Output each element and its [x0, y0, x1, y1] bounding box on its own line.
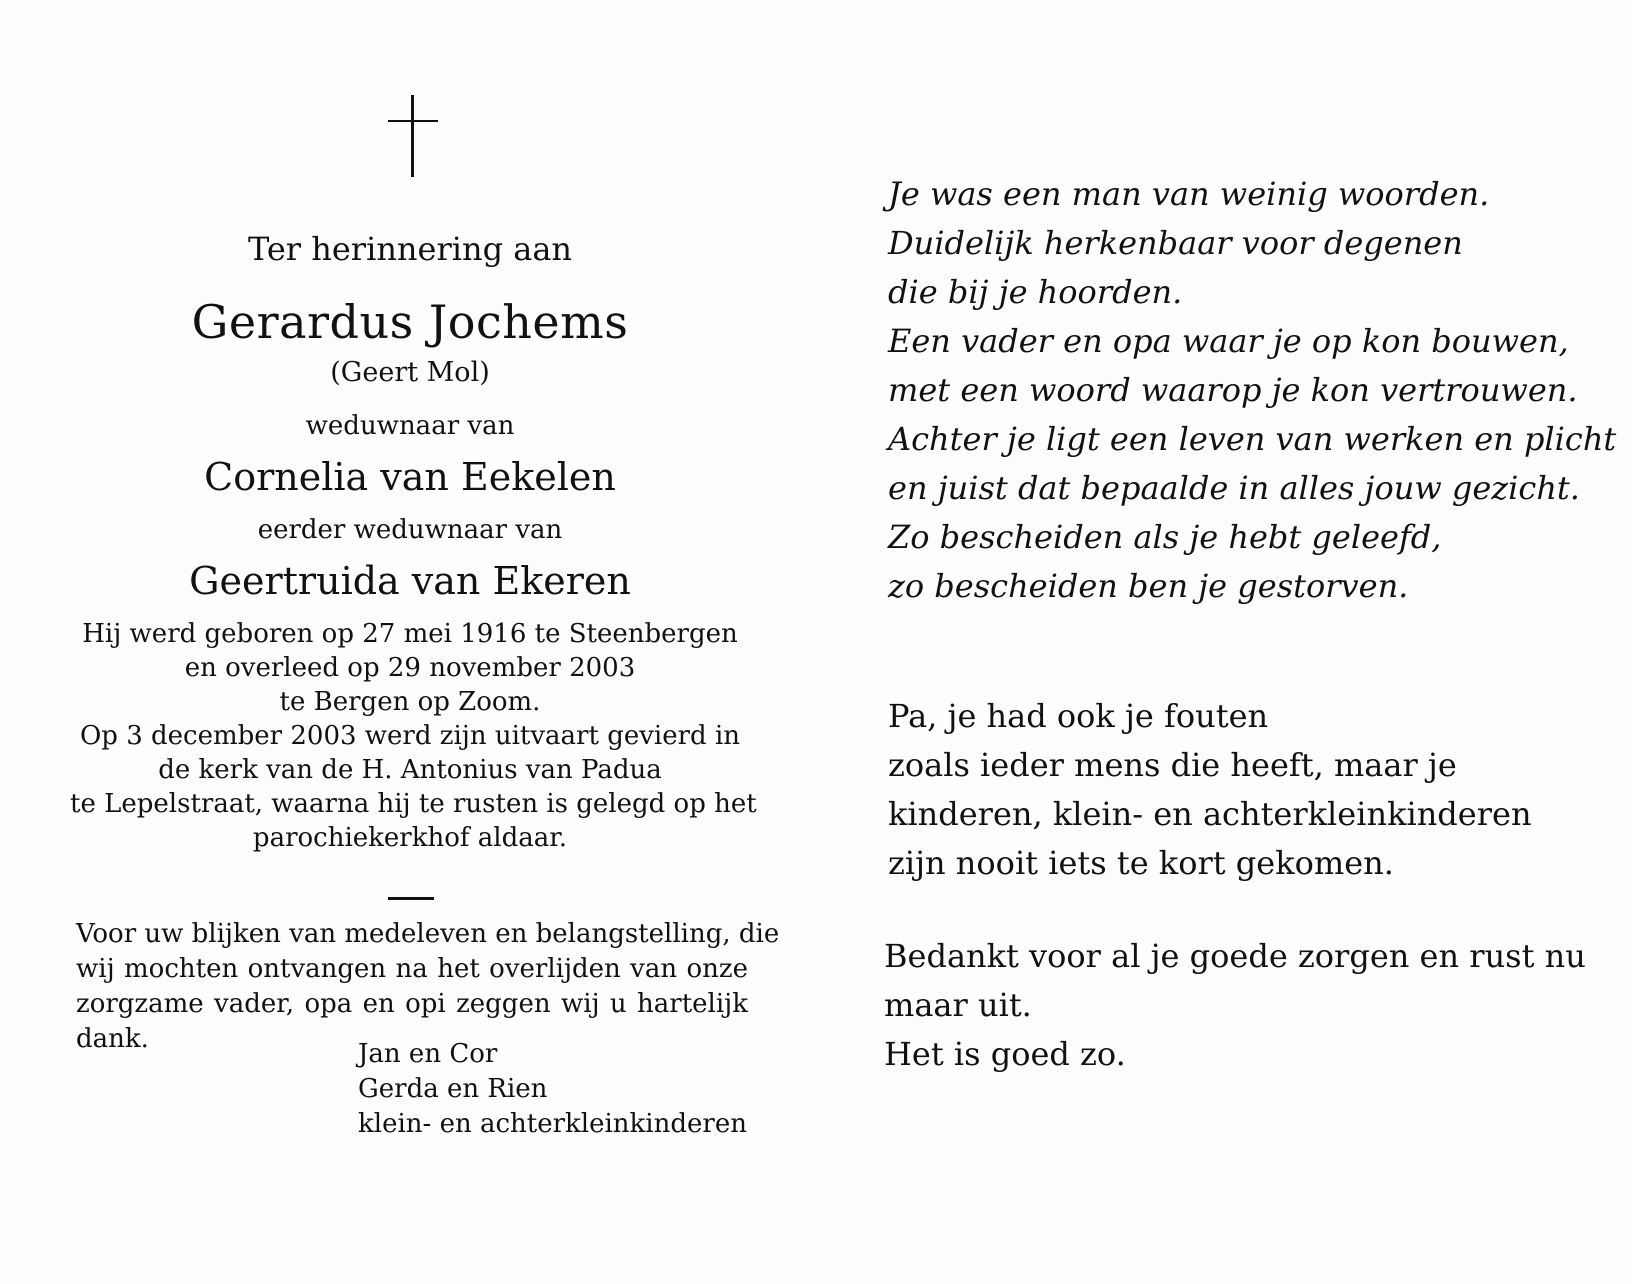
- poem-line: Zo bescheiden als je hebt geleefd,: [888, 518, 1442, 556]
- signer-line: klein- en achterkleinkinderen: [358, 1109, 747, 1139]
- poem: [888, 170, 1616, 611]
- thanks-line: Voor uw blijken van medeleven en belangstelling, die: [76, 919, 780, 949]
- verse-line: Bedankt voor al je goede zorgen en rust nu: [884, 937, 1586, 975]
- poem-line: Een vader en opa waar je op kon bouwen,: [888, 322, 1569, 360]
- bio-line: parochiekerkhof aldaar.: [252, 823, 568, 853]
- earlier-widower-label: eerder weduwnaar van: [257, 515, 563, 545]
- bio-line: te Lepelstraat, waarna hij te rusten is gelegd op het: [70, 789, 757, 819]
- signer-line: Jan en Cor: [358, 1039, 498, 1069]
- deceased-name: Gerardus Jochems: [191, 295, 629, 349]
- poem-line: en juist dat bepaalde in alles jouw gezicht.: [888, 469, 1580, 507]
- widower-of-label: weduwnaar van: [305, 411, 515, 441]
- verse-line: zoals ieder mens die heeft, maar je: [888, 746, 1457, 784]
- bio-line: Hij werd geboren op 27 mei 1916 te Steenbergen: [82, 619, 738, 649]
- thanks-line: zorgzame vader, opa en opi zeggen wij u hartelijk: [76, 989, 748, 1019]
- poem-line: Duidelijk herkenbaar voor degenen: [888, 224, 1463, 262]
- deceased-alias: (Geert Mol): [330, 357, 490, 388]
- bio-line: Op 3 december 2003 werd zijn uitvaart gevierd in: [79, 721, 741, 751]
- thanks-line: dank.: [76, 1024, 149, 1054]
- verse-line: Pa, je had ook je fouten: [888, 697, 1269, 735]
- bio-line: en overleed op 29 november 2003: [184, 653, 636, 683]
- poem-line: met een woord waarop je kon vertrouwen.: [888, 371, 1578, 409]
- signer-line: Gerda en Rien: [358, 1074, 548, 1104]
- verse-line: kinderen, klein- en achterkleinkinderen: [888, 795, 1532, 833]
- bio-line: te Bergen op Zoom.: [279, 687, 541, 717]
- thanks-line: wij mochten ontvangen na het overlijden van onze: [76, 954, 748, 984]
- verse-line: zijn nooit iets te kort gekomen.: [888, 844, 1394, 882]
- biography: [70, 617, 757, 855]
- spouse-name-2: Geertruida van Ekeren: [189, 559, 631, 603]
- thanks-paragraph: [76, 917, 780, 1057]
- verse-faults: [888, 692, 1532, 888]
- intro-text: Ter herinnering aan: [247, 230, 573, 268]
- spouse-name-1: Cornelia van Eekelen: [204, 455, 616, 499]
- signers: [358, 1037, 747, 1142]
- poem-line: Achter je ligt een leven van werken en plicht: [888, 420, 1617, 458]
- poem-line: Je was een man van weinig woorden.: [888, 175, 1490, 213]
- poem-line: zo bescheiden ben je gestorven.: [888, 567, 1409, 605]
- verse-line: Het is goed zo.: [884, 1035, 1126, 1073]
- poem-line: die bij je hoorden.: [888, 273, 1183, 311]
- cross-icon: [388, 95, 438, 177]
- divider: [388, 897, 434, 900]
- verse-thanks: [884, 932, 1586, 1079]
- bio-line: de kerk van de H. Antonius van Padua: [158, 755, 662, 785]
- verse-line: maar uit.: [884, 986, 1032, 1024]
